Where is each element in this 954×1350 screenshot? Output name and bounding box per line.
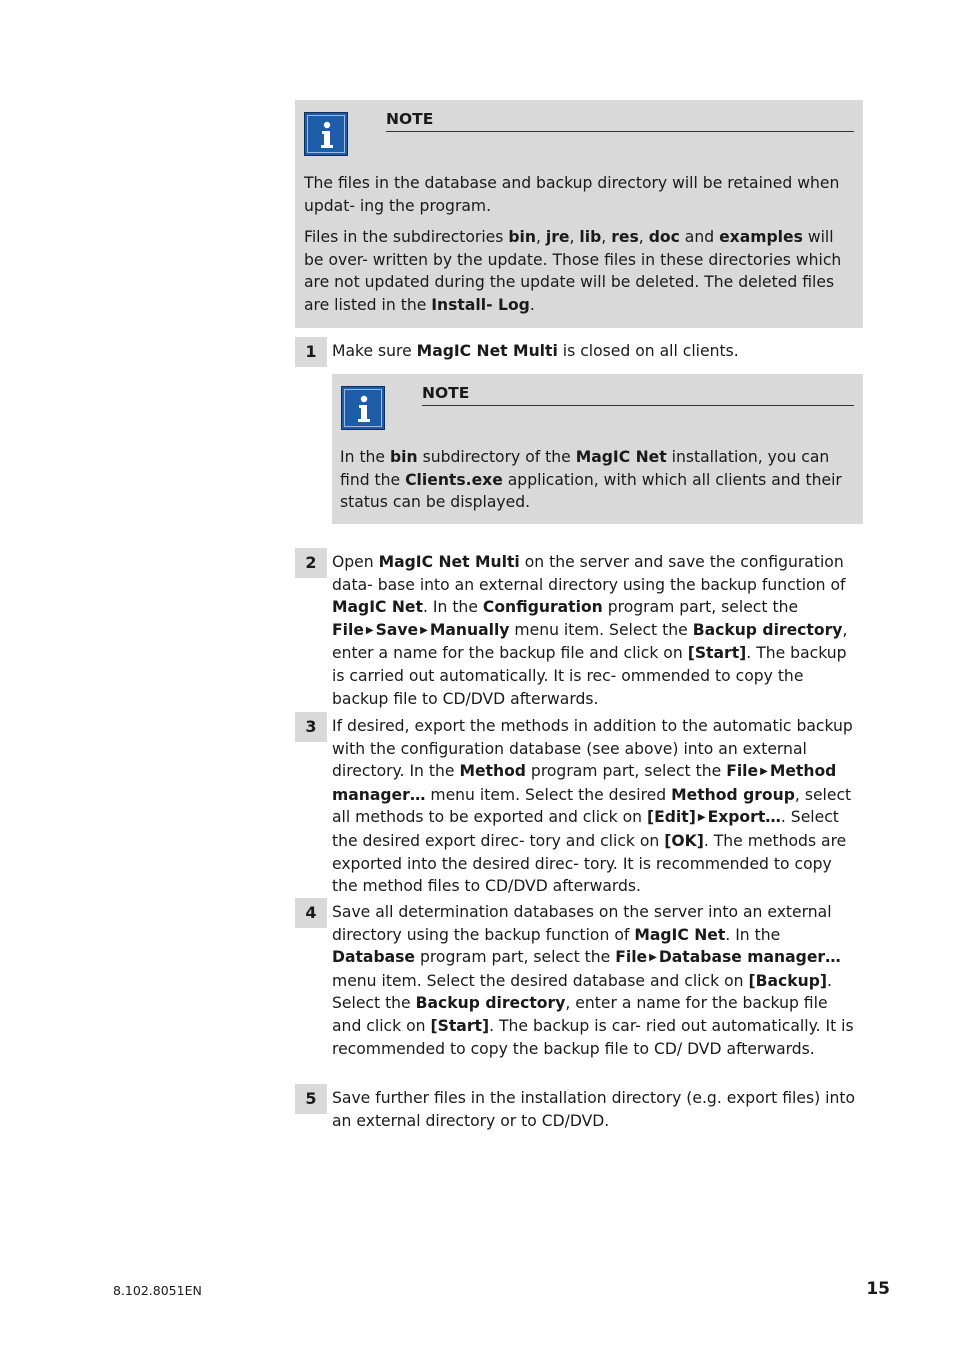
step-text: Open MagIC Net Multi on the server and save the configuration data- base into an external directory using the backup function of MagIC Net. In the Configuration program part, select the File ▶ Save ▶ Manually menu item. Select the Backup directory, enter a name for the backup file and click on [Start]. The backup is carried out automatically. It is rec- ommended to copy the backup file to CD/DVD afterwards. [332, 553, 848, 708]
note-paragraph: In the bin subdirectory of the MagIC Net installation, you can find the Clients.exe application, with which all clients and their status can be displayed. [340, 448, 842, 512]
step-text: Save all determination databases on the server into an external directory using the backup function of MagIC Net. In the Database program part, select the File ▶ Database manager… menu item. Select the desired database and click on [Backup]. Select the Backup directory, enter a name for the backup file and click on [Start]. The backup is car- ried out automatically. It is recommended to copy the backup file to CD/ DVD afterwards. [332, 903, 854, 1058]
info-icon [304, 112, 348, 156]
note-heading: NOTE [422, 384, 854, 406]
step-text: If desired, export the methods in addition to the automatic backup with the configuration database (see above) into an external directory. In the Method program part, select the File ▶ Method manager… menu item. Select the desired Method group, select all methods to be exported and click on [Edit] ▶ Export…. Select the desired export direc- tory and click on [OK]. The methods are exported into the desired direc- tory. It is recommended to copy the method files to CD/DVD afterwards. [332, 717, 853, 896]
document-number: 8.102.8051EN [113, 1283, 202, 1298]
menu-arrow-icon: ▶ [760, 766, 768, 778]
page-number: 15 [866, 1279, 890, 1299]
info-icon [341, 386, 385, 430]
note-box [295, 100, 863, 328]
note-box [332, 374, 863, 524]
note-paragraph: The files in the database and backup directory will be retained when updat- ing the program. [304, 174, 840, 215]
menu-arrow-icon: ▶ [365, 624, 374, 636]
menu-arrow-icon: ▶ [649, 952, 657, 964]
note-heading: NOTE [386, 110, 854, 132]
step-number: 4 [295, 898, 327, 928]
step-text: Save further files in the installation directory (e.g. export files) into an external directory or to CD/DVD. [332, 1089, 855, 1130]
menu-arrow-icon: ▶ [697, 812, 706, 824]
step-number: 1 [295, 337, 327, 367]
menu-arrow-icon: ▶ [420, 624, 428, 636]
step-number: 3 [295, 712, 327, 742]
step-number: 5 [295, 1084, 327, 1114]
step-number: 2 [295, 548, 327, 578]
step-text: Make sure MagIC Net Multi is closed on all clients. [332, 342, 739, 360]
note-paragraph: Files in the subdirectories bin, jre, lib, res, doc and examples will be over- written by the update. Those files in these directories which are not updated during the update will be deleted. The deleted files are listed in the Install- Log. [304, 228, 842, 314]
